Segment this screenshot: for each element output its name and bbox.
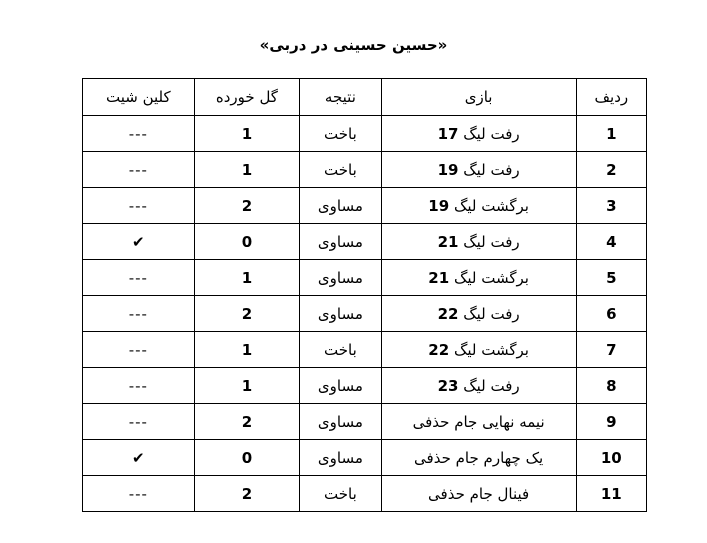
match-label: رفت لیگ (458, 124, 520, 143)
match-cell (381, 476, 576, 512)
row-number-cell: 6 (576, 296, 646, 332)
result-cell: مساوی (300, 440, 381, 476)
table-row (83, 476, 647, 512)
header-clean-sheet: کلین شیت (83, 79, 195, 116)
match-cell (381, 332, 576, 368)
row-number-cell: 8 (576, 368, 646, 404)
row-number-cell: 2 (576, 152, 646, 188)
match-season-number: 17 (437, 124, 459, 143)
row-number-cell: 9 (576, 404, 646, 440)
match-cell (381, 260, 576, 296)
result-cell: مساوی (300, 188, 381, 224)
match-cell (381, 368, 576, 404)
checkmark-icon: ✔ (83, 440, 195, 476)
goals-conceded-cell: 1 (194, 368, 300, 404)
match-cell (381, 188, 576, 224)
row-number-cell: 3 (576, 188, 646, 224)
goals-conceded-cell: 0 (194, 224, 300, 260)
row-number-cell: 7 (576, 332, 646, 368)
table-row (83, 116, 647, 152)
clean-sheet-cell: --- (83, 332, 195, 368)
result-cell: باخت (300, 332, 381, 368)
match-season-number: 21 (437, 232, 459, 251)
goals-conceded-cell: 2 (194, 296, 300, 332)
match-cell (381, 404, 576, 440)
goals-conceded-cell: 1 (194, 260, 300, 296)
result-cell: مساوی (300, 368, 381, 404)
match-label: رفت لیگ (458, 160, 520, 179)
table-row (83, 440, 647, 476)
match-season-number: 22 (428, 340, 450, 359)
clean-sheet-cell: --- (83, 188, 195, 224)
goals-conceded-cell: 0 (194, 440, 300, 476)
table-row (83, 296, 647, 332)
result-cell: مساوی (300, 296, 381, 332)
clean-sheet-cell: --- (83, 116, 195, 152)
header-match: بازی (381, 79, 576, 116)
result-cell: باخت (300, 116, 381, 152)
goals-conceded-cell: 1 (194, 332, 300, 368)
table-row (83, 188, 647, 224)
match-season-number: 19 (437, 160, 459, 179)
match-cell (381, 440, 576, 476)
match-cell (381, 224, 576, 260)
match-label: رفت لیگ (458, 376, 520, 395)
table-header-row (83, 79, 647, 116)
goals-conceded-cell: 2 (194, 404, 300, 440)
match-season-number: 22 (437, 304, 459, 323)
match-label: برگشت لیگ (449, 196, 529, 215)
clean-sheet-cell: --- (83, 296, 195, 332)
checkmark-icon: ✔ (83, 224, 195, 260)
header-row-number: ردیف (576, 79, 646, 116)
table-row (83, 152, 647, 188)
header-goals-conceded: گل خورده (194, 79, 300, 116)
result-cell: باخت (300, 476, 381, 512)
match-season-number: 21 (428, 268, 450, 287)
clean-sheet-cell: --- (83, 152, 195, 188)
result-cell: مساوی (300, 404, 381, 440)
match-label: رفت لیگ (458, 232, 520, 251)
table-body (83, 116, 647, 512)
result-cell: مساوی (300, 260, 381, 296)
clean-sheet-cell: --- (83, 368, 195, 404)
match-label: نیمه نهایی جام حذفی (412, 412, 545, 431)
table-row (83, 224, 647, 260)
match-label: فینال جام حذفی (428, 484, 530, 503)
table-row (83, 368, 647, 404)
result-cell: باخت (300, 152, 381, 188)
match-cell (381, 116, 576, 152)
derby-stats-table (82, 78, 647, 512)
table-row (83, 404, 647, 440)
match-cell (381, 296, 576, 332)
match-label: یک چهارم جام حذفی (414, 448, 544, 467)
match-cell (381, 152, 576, 188)
goals-conceded-cell: 1 (194, 116, 300, 152)
row-number-cell: 10 (576, 440, 646, 476)
row-number-cell: 4 (576, 224, 646, 260)
match-season-number: 19 (428, 196, 450, 215)
match-label: رفت لیگ (458, 304, 520, 323)
page-title: «حسین حسینی در دربی» (259, 36, 448, 54)
clean-sheet-cell: --- (83, 476, 195, 512)
match-label: برگشت لیگ (449, 268, 529, 287)
goals-conceded-cell: 1 (194, 152, 300, 188)
header-result: نتیجه (300, 79, 381, 116)
clean-sheet-cell: --- (83, 260, 195, 296)
table-row (83, 332, 647, 368)
goals-conceded-cell: 2 (194, 188, 300, 224)
row-number-cell: 1 (576, 116, 646, 152)
result-cell: مساوی (300, 224, 381, 260)
clean-sheet-cell: --- (83, 404, 195, 440)
match-season-number: 23 (437, 376, 459, 395)
table-row (83, 260, 647, 296)
row-number-cell: 5 (576, 260, 646, 296)
goals-conceded-cell: 2 (194, 476, 300, 512)
match-label: برگشت لیگ (449, 340, 529, 359)
row-number-cell: 11 (576, 476, 646, 512)
